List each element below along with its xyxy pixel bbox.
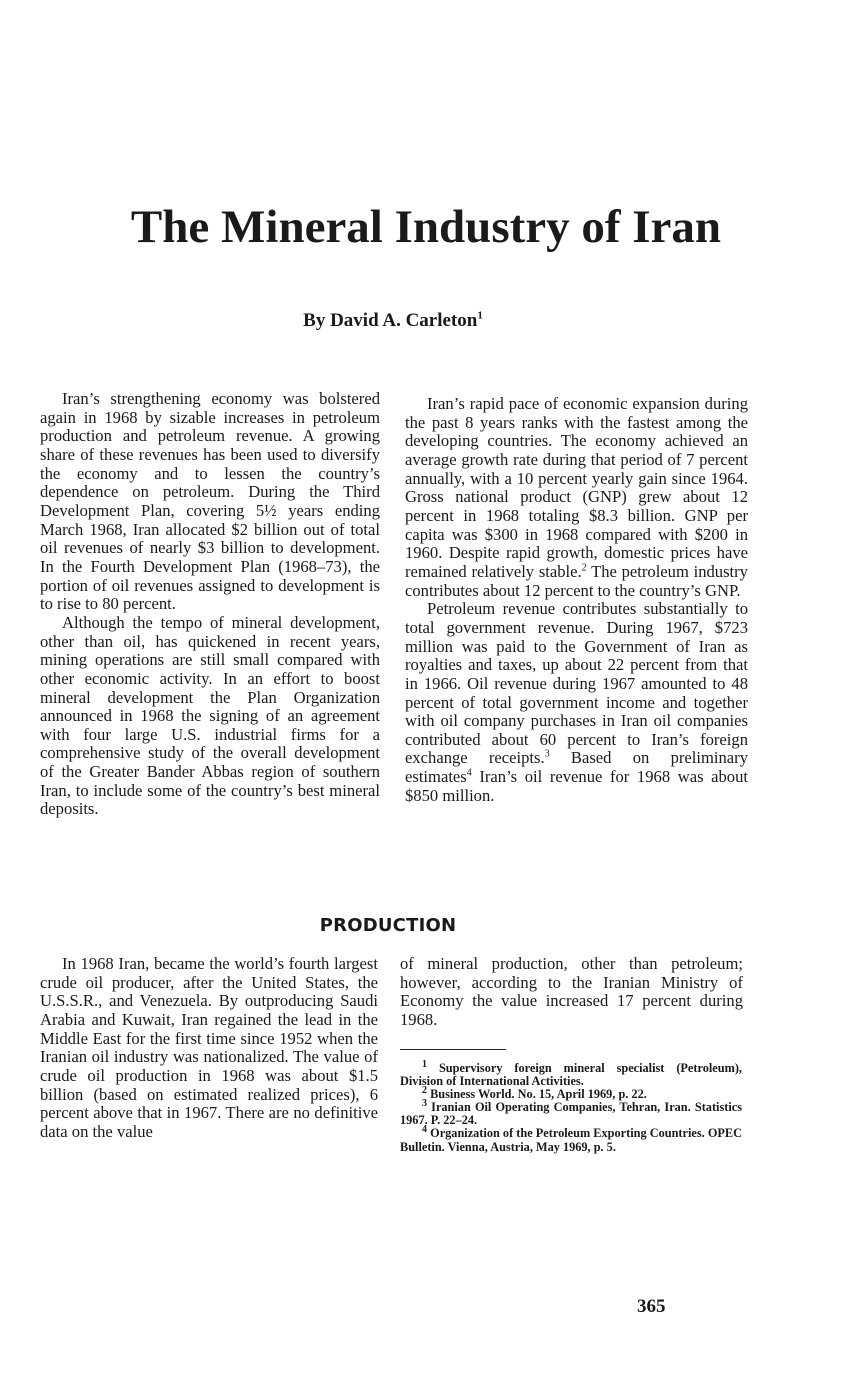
page-number: 365 <box>637 1296 666 1317</box>
paragraph-text: Petroleum revenue contributes substantially to total government revenue. During 1967, $723 million was paid to the Government of Iran as royalties and taxes, up about 22 percent from that in 1966. Oil revenue during 1967 amounted to 48 percent of total government income and together with oil company purchases in Iran oil companies contributed about 60 percent to Iran’s foreign exchange receipts. <box>405 599 748 768</box>
footnote-text: Organization of the Petroleum Exporting Countries. OPEC Bulletin. Vienna, Austria, May 1969, p. 5. <box>400 1126 742 1154</box>
footnote-number: 3 <box>422 1098 427 1110</box>
footnote-number: 4 <box>422 1124 427 1136</box>
footnote-text: Business World. No. 15, April 1969, p. 22. <box>430 1087 647 1102</box>
intro-left-column <box>40 390 380 819</box>
footnote-number: 1 <box>422 1058 427 1070</box>
paragraph-text: The petroleum industry contributes about 12 percent to the country’s GNP. <box>405 561 748 600</box>
footnote-ref: 2 <box>581 562 587 574</box>
footnote-ref: 4 <box>466 767 472 779</box>
footnote-number: 2 <box>422 1085 427 1097</box>
section-heading: PRODUCTION <box>319 915 457 936</box>
paragraph: of mineral production, other than petroleum; however, according to the Iranian Ministry of Economy the value increased 17 percent during 1968. <box>400 954 743 1029</box>
production-right-column <box>400 955 743 1030</box>
intro-right-column <box>405 395 748 805</box>
author-name: By David A. Carleton <box>303 310 478 331</box>
footnote-text: Supervisory foreign mineral specialist (Petroleum), Division of International Activities. <box>400 1061 742 1089</box>
footnote <box>400 1124 742 1154</box>
production-left-column <box>40 955 378 1142</box>
paragraph: Although the tempo of mineral development, other than oil, has quickened in recent years, mining operations are still small compared with other economic activity. In an effort to boost mineral development the Plan Organization announced in 1968 the signing of an agreement with four large U.S. industrial firms for a comprehensive study of the overall development of the Greater Bander Abbas region of southern Iran, to include some of the country’s best mineral deposits. <box>40 612 380 819</box>
paragraph <box>405 395 748 600</box>
paragraph <box>405 600 748 805</box>
paragraph-text: Iran’s oil revenue for 1968 was about $850 million. <box>405 767 748 805</box>
author-byline <box>0 310 786 332</box>
footnote-ref: 3 <box>544 748 550 760</box>
paragraph-text: Based on preliminary estimates <box>405 748 748 787</box>
paragraph: Iran’s strengthening economy was bolstered again in 1968 by sizable increases in petroleum production and petroleum revenue. A growing share of these revenues has been used to diversify the economy and to lessen the country’s dependence on petroleum. During the Third Development Plan, covering 5½ years ending March 1968, Iran allocated $2 billion out of total oil revenues of nearly $3 billion to development. In the Fourth Development Plan (1968–73), the portion of oil revenues assigned to development is to rise to 80 percent. <box>40 389 380 614</box>
footnote-ref: 1 <box>477 309 483 322</box>
footnote-divider <box>400 1049 506 1050</box>
footnote-text: Iranian Oil Operating Companies, Tehran, Iran. Statistics 1967. P. 22–24. <box>400 1100 742 1128</box>
paragraph: In 1968 Iran, became the world’s fourth largest crude oil producer, after the United States, the U.S.S.R., and Venezuela. By outproducing Saudi Arabia and Kuwait, Iran regained the lead in the Middle East for the first time since 1952 when the Iranian oil industry was nationalized. The value of crude oil production in 1968 was about $1.5 billion (based on estimated realized prices), 6 percent above that in 1967. There are no definitive data on the value <box>40 954 378 1141</box>
footnotes <box>400 1058 742 1154</box>
footnote <box>400 1058 742 1089</box>
paragraph-text: Iran’s rapid pace of economic expansion during the past 8 years ranks with the fastest among the developing countries. The economy achieved an average growth rate during that period of 7 percent annually, with a 10 percent yearly gain since 1964. Gross national product (GNP) grew about 12 percent in 1968 totaling $8.3 billion. GNP per capita was $300 in 1968 compared with $200 in 1960. Despite rapid growth, domestic prices have remained relatively stable. <box>405 394 748 581</box>
footnote <box>400 1098 742 1128</box>
page-title: The Mineral Industry of Iran <box>130 201 722 253</box>
